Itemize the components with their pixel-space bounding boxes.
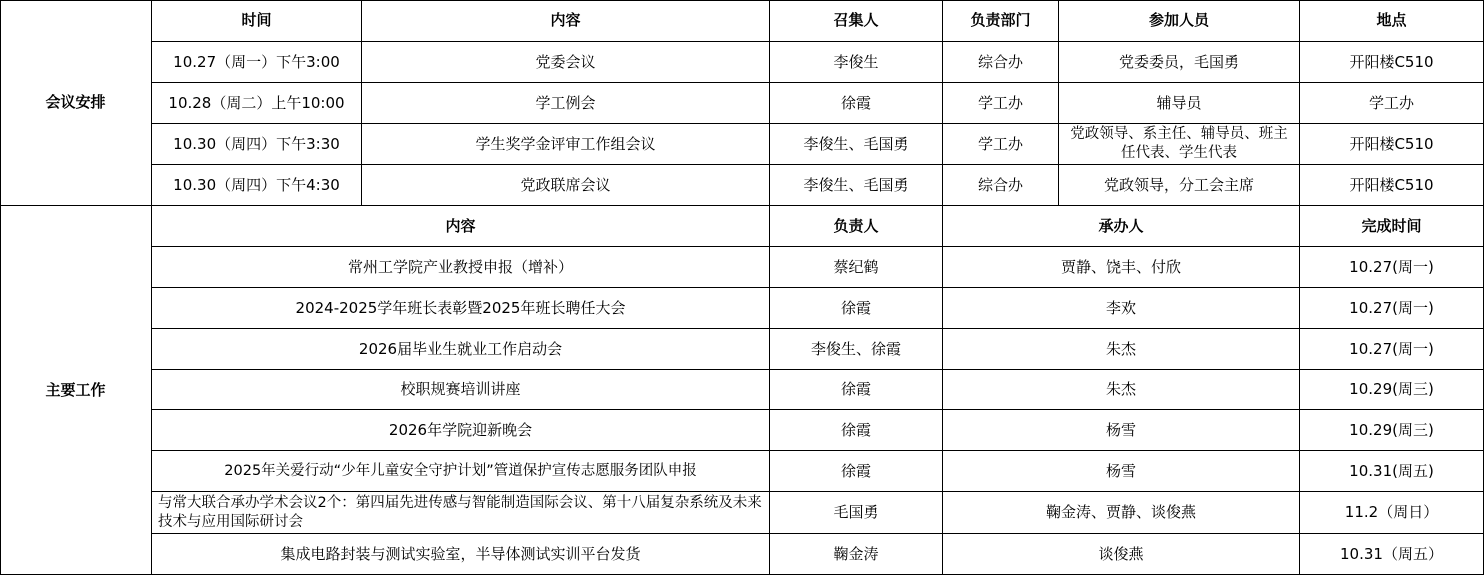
meeting-1-time: 10.27（周一）下午3:00	[152, 42, 362, 83]
section-label-meetings: 会议安排	[0, 0, 152, 206]
work-3-deadline: 10.27(周一)	[1300, 329, 1484, 370]
work-header-deadline: 完成时间	[1300, 206, 1484, 247]
meeting-3-content: 学生奖学金评审工作组会议	[362, 124, 770, 165]
work-5-owner: 徐霞	[770, 410, 943, 451]
work-1-content: 常州工学院产业教授申报（增补）	[152, 247, 770, 288]
work-4-content: 校职规赛培训讲座	[152, 370, 770, 410]
work-2-deadline: 10.27(周一)	[1300, 288, 1484, 329]
meeting-1-location: 开阳楼C510	[1300, 42, 1484, 83]
meeting-4-time: 10.30（周四）下午4:30	[152, 165, 362, 206]
meeting-2-time: 10.28（周二）上午10:00	[152, 83, 362, 124]
work-8-handler: 谈俊燕	[943, 534, 1300, 575]
work-4-handler: 朱杰	[943, 370, 1300, 410]
work-5-deadline: 10.29(周三)	[1300, 410, 1484, 451]
meeting-4-attendees: 党政领导，分工会主席	[1059, 165, 1300, 206]
meeting-3-department: 学工办	[943, 124, 1059, 165]
work-4-deadline: 10.29(周三)	[1300, 370, 1484, 410]
meeting-1-content: 党委会议	[362, 42, 770, 83]
work-6-handler: 杨雪	[943, 451, 1300, 492]
meeting-2-attendees: 辅导员	[1059, 83, 1300, 124]
meeting-1-department: 综合办	[943, 42, 1059, 83]
work-5-content: 2026年学院迎新晚会	[152, 410, 770, 451]
meetings-header-time: 时间	[152, 0, 362, 42]
work-8-deadline: 10.31（周五）	[1300, 534, 1484, 575]
work-5-handler: 杨雪	[943, 410, 1300, 451]
work-8-owner: 鞠金涛	[770, 534, 943, 575]
work-3-owner: 李俊生、徐霞	[770, 329, 943, 370]
work-7-content: 与常大联合承办学术会议2个：第四届先进传感与智能制造国际会议、第十八届复杂系统及未来技术与应用国际研讨会	[152, 492, 770, 534]
meeting-3-time: 10.30（周四）下午3:30	[152, 124, 362, 165]
work-1-deadline: 10.27(周一)	[1300, 247, 1484, 288]
meeting-1-convener: 李俊生	[770, 42, 943, 83]
work-1-owner: 蔡纪鹤	[770, 247, 943, 288]
meeting-3-attendees: 党政领导、系主任、辅导员、班主任代表、学生代表	[1059, 124, 1300, 165]
work-header-handler: 承办人	[943, 206, 1300, 247]
work-1-handler: 贾静、饶丰、付欣	[943, 247, 1300, 288]
meetings-header-convener: 召集人	[770, 0, 943, 42]
work-6-owner: 徐霞	[770, 451, 943, 492]
meeting-4-content: 党政联席会议	[362, 165, 770, 206]
work-header-owner: 负责人	[770, 206, 943, 247]
meeting-2-department: 学工办	[943, 83, 1059, 124]
work-header-content: 内容	[152, 206, 770, 247]
work-6-content: 2025年关爱行动“少年儿童安全守护计划”管道保护宣传志愿服务团队申报	[152, 451, 770, 492]
work-2-content: 2024-2025学年班长表彰暨2025年班长聘任大会	[152, 288, 770, 329]
work-3-content: 2026届毕业生就业工作启动会	[152, 329, 770, 370]
meeting-2-convener: 徐霞	[770, 83, 943, 124]
meeting-3-convener: 李俊生、毛国勇	[770, 124, 943, 165]
meetings-header-location: 地点	[1300, 0, 1484, 42]
work-6-deadline: 10.31(周五)	[1300, 451, 1484, 492]
work-8-content: 集成电路封装与测试实验室，半导体测试实训平台发货	[152, 534, 770, 575]
meeting-4-department: 综合办	[943, 165, 1059, 206]
meeting-3-location: 开阳楼C510	[1300, 124, 1484, 165]
work-4-owner: 徐霞	[770, 370, 943, 410]
work-7-deadline: 11.2（周日）	[1300, 492, 1484, 534]
meetings-header-department: 负责部门	[943, 0, 1059, 42]
work-7-handler: 鞠金涛、贾静、谈俊燕	[943, 492, 1300, 534]
work-3-handler: 朱杰	[943, 329, 1300, 370]
meetings-header-content: 内容	[362, 0, 770, 42]
section-label-work: 主要工作	[0, 206, 152, 575]
work-2-owner: 徐霞	[770, 288, 943, 329]
meeting-2-content: 学工例会	[362, 83, 770, 124]
work-2-handler: 李欢	[943, 288, 1300, 329]
meeting-4-location: 开阳楼C510	[1300, 165, 1484, 206]
meetings-header-attendees: 参加人员	[1059, 0, 1300, 42]
meeting-1-attendees: 党委委员，毛国勇	[1059, 42, 1300, 83]
meeting-4-convener: 李俊生、毛国勇	[770, 165, 943, 206]
work-7-owner: 毛国勇	[770, 492, 943, 534]
meeting-2-location: 学工办	[1300, 83, 1484, 124]
